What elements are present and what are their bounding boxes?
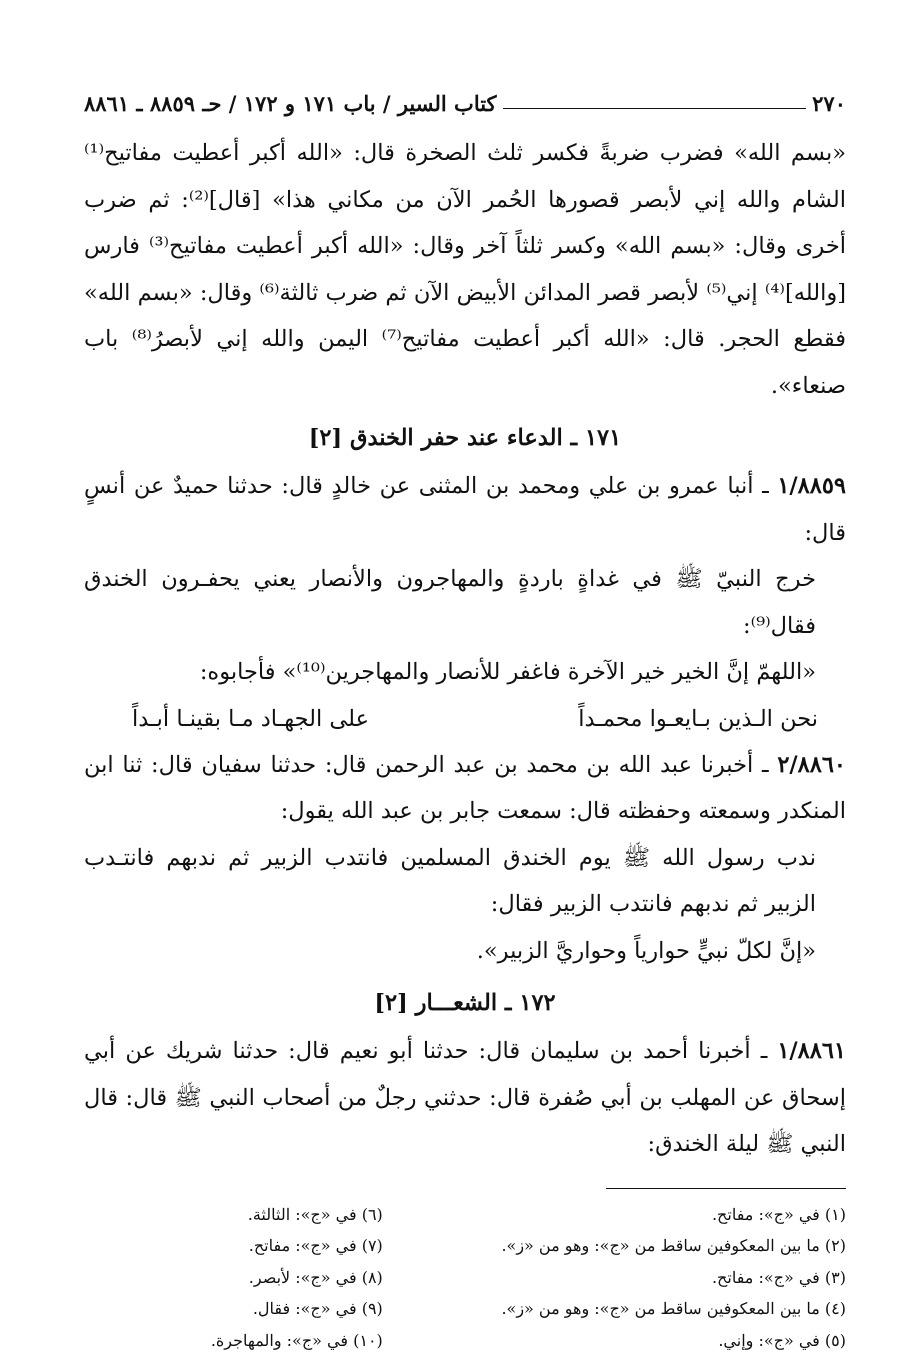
footnote-1: (١) في «ج»: مفاتح. — [711, 1204, 846, 1224]
hadith-8859-number: ١/٨٨٥٩ — [777, 473, 846, 499]
footnote-4: (٤) ما بين المعكوفين ساقط من «ج»: وهو من «ز». — [501, 1299, 846, 1318]
hadith-8860-isnad — [84, 742, 846, 835]
hadith-8861-isnad — [84, 1028, 846, 1168]
footnotes-left-column — [84, 1199, 383, 1357]
footnote-8: (٨) في «ج»: لأبصر. — [248, 1267, 383, 1287]
chapter-172-heading: ١٧٢ ـ الشعـــار [٢] — [374, 990, 556, 1016]
hadith-8861-isnad-text: ـ أخبرنا أحمد بن سليمان قال: حدثنا أبو نعيم قال: حدثنا شريك عن أبي إسحاق عن المهلب بن أبي صُفرة قال: حدثني رجلٌ من أصحاب النبي ﷺ قال: قال النبي ﷺ ليلة الخندق: — [84, 1038, 846, 1157]
hadith-8861-number: ١/٨٨٦١ — [777, 1038, 846, 1064]
page-number: ٢٧٠ — [812, 91, 846, 116]
verse-second-hemistich: على الجهـاد مـا بقينـا أبـداً — [132, 705, 370, 732]
footnote-3: (٣) في «ج»: مفاتح. — [711, 1267, 846, 1287]
running-title: كتاب السير / باب ١٧١ و ١٧٢ / حـ ٨٨٥٩ ـ ٨٨٦١ — [84, 91, 497, 116]
footnote-5: (٥) في «ج»: وإني. — [718, 1330, 846, 1350]
hadith-8859-quote: «اللهمّ إنَّ الخير خير الآخرة فاغفر للأنصار والمهاجرين⁽¹⁰⁾» فأجابوه: — [199, 659, 816, 685]
footnote-9: (٩) في «ج»: فقال. — [252, 1299, 383, 1318]
hadith-8859-isnad-text: ـ أنبا عمرو بن علي ومحمد بن المثنى عن خالدٍ قال: حدثنا حميدٌ عن أنسٍ قال: — [84, 473, 846, 546]
hadith-8859-matn: خرج النبيّ ﷺ في غداةٍ باردةٍ والمهاجرون والأنصار يعني يحفـرون الخندق فقال⁽⁹⁾: — [84, 566, 816, 639]
footnote-7: (٧) في «ج»: مفاتح. — [248, 1236, 383, 1255]
running-header — [84, 82, 846, 116]
hadith-8860-quote: «إنَّ لكلّ نبيٍّ حوارياً وحواريَّ الزبير». — [476, 937, 816, 964]
hadith-8860-matn: ندب رسول الله ﷺ يوم الخندق المسلمين فانتدب الزبير ثم ندبهم فانتـدب الزبير ثم ندبهم فانتدب الزبير فقال: — [84, 844, 816, 917]
footnote-6: (٦) في «ج»: الثالثة. — [247, 1204, 383, 1224]
hadith-8859-isnad — [84, 463, 846, 556]
footnote-10: (١٠) في «ج»: والمهاجرة. — [210, 1330, 383, 1350]
footnotes — [84, 1199, 846, 1357]
verse-first-hemistich: نحن الـذين بـايعـوا محمـداً — [578, 705, 818, 732]
footnote-rule — [606, 1188, 846, 1189]
footnote-2: (٢) ما بين المعكوفين ساقط من «ج»: وهو من «ز». — [501, 1236, 846, 1255]
chapter-171-heading: ١٧١ ـ الدعاء عند حفر الخندق [٢] — [308, 425, 622, 451]
footnotes-right-column — [413, 1199, 846, 1357]
intro-paragraph: «بسم الله» فضرب ضربةً فكسر ثلث الصخرة قال: «الله أكبر أعطيت مفاتيح⁽¹⁾ الشام والله إني لأبصر قصورها الحُمر الآن من مكاني هذا» [قال]⁽²⁾: ثم ضرب أخرى وقال: «بسم الله» وكسر ثلثاً آخر وقال: «الله أكبر أعطيت مفاتيح⁽³⁾ فارس [والله]⁽⁴⁾ إني⁽⁵⁾ لأبصر قصر المدائن الأبيض الآن ثم ضرب ثالثة⁽⁶⁾ وقال: «بسم الله» فقطع الحجر. قال: «الله أكبر أعطيت مفاتيح⁽⁷⁾ اليمن والله إني لأبصرُ⁽⁸⁾ باب صنعاء». — [84, 140, 846, 399]
hadith-8860-number: ٢/٨٨٦٠ — [777, 751, 846, 778]
hadith-8860-isnad-text: ـ أخبرنا عبد الله بن محمد بن عبد الرحمن قال: حدثنا سفيان قال: ثنا ابن المنكدر وسمعته وحفظته قال: سمعت جابر بن عبد الله يقول: — [84, 751, 846, 824]
header-rule — [503, 108, 807, 109]
poetry-verse — [84, 696, 846, 742]
